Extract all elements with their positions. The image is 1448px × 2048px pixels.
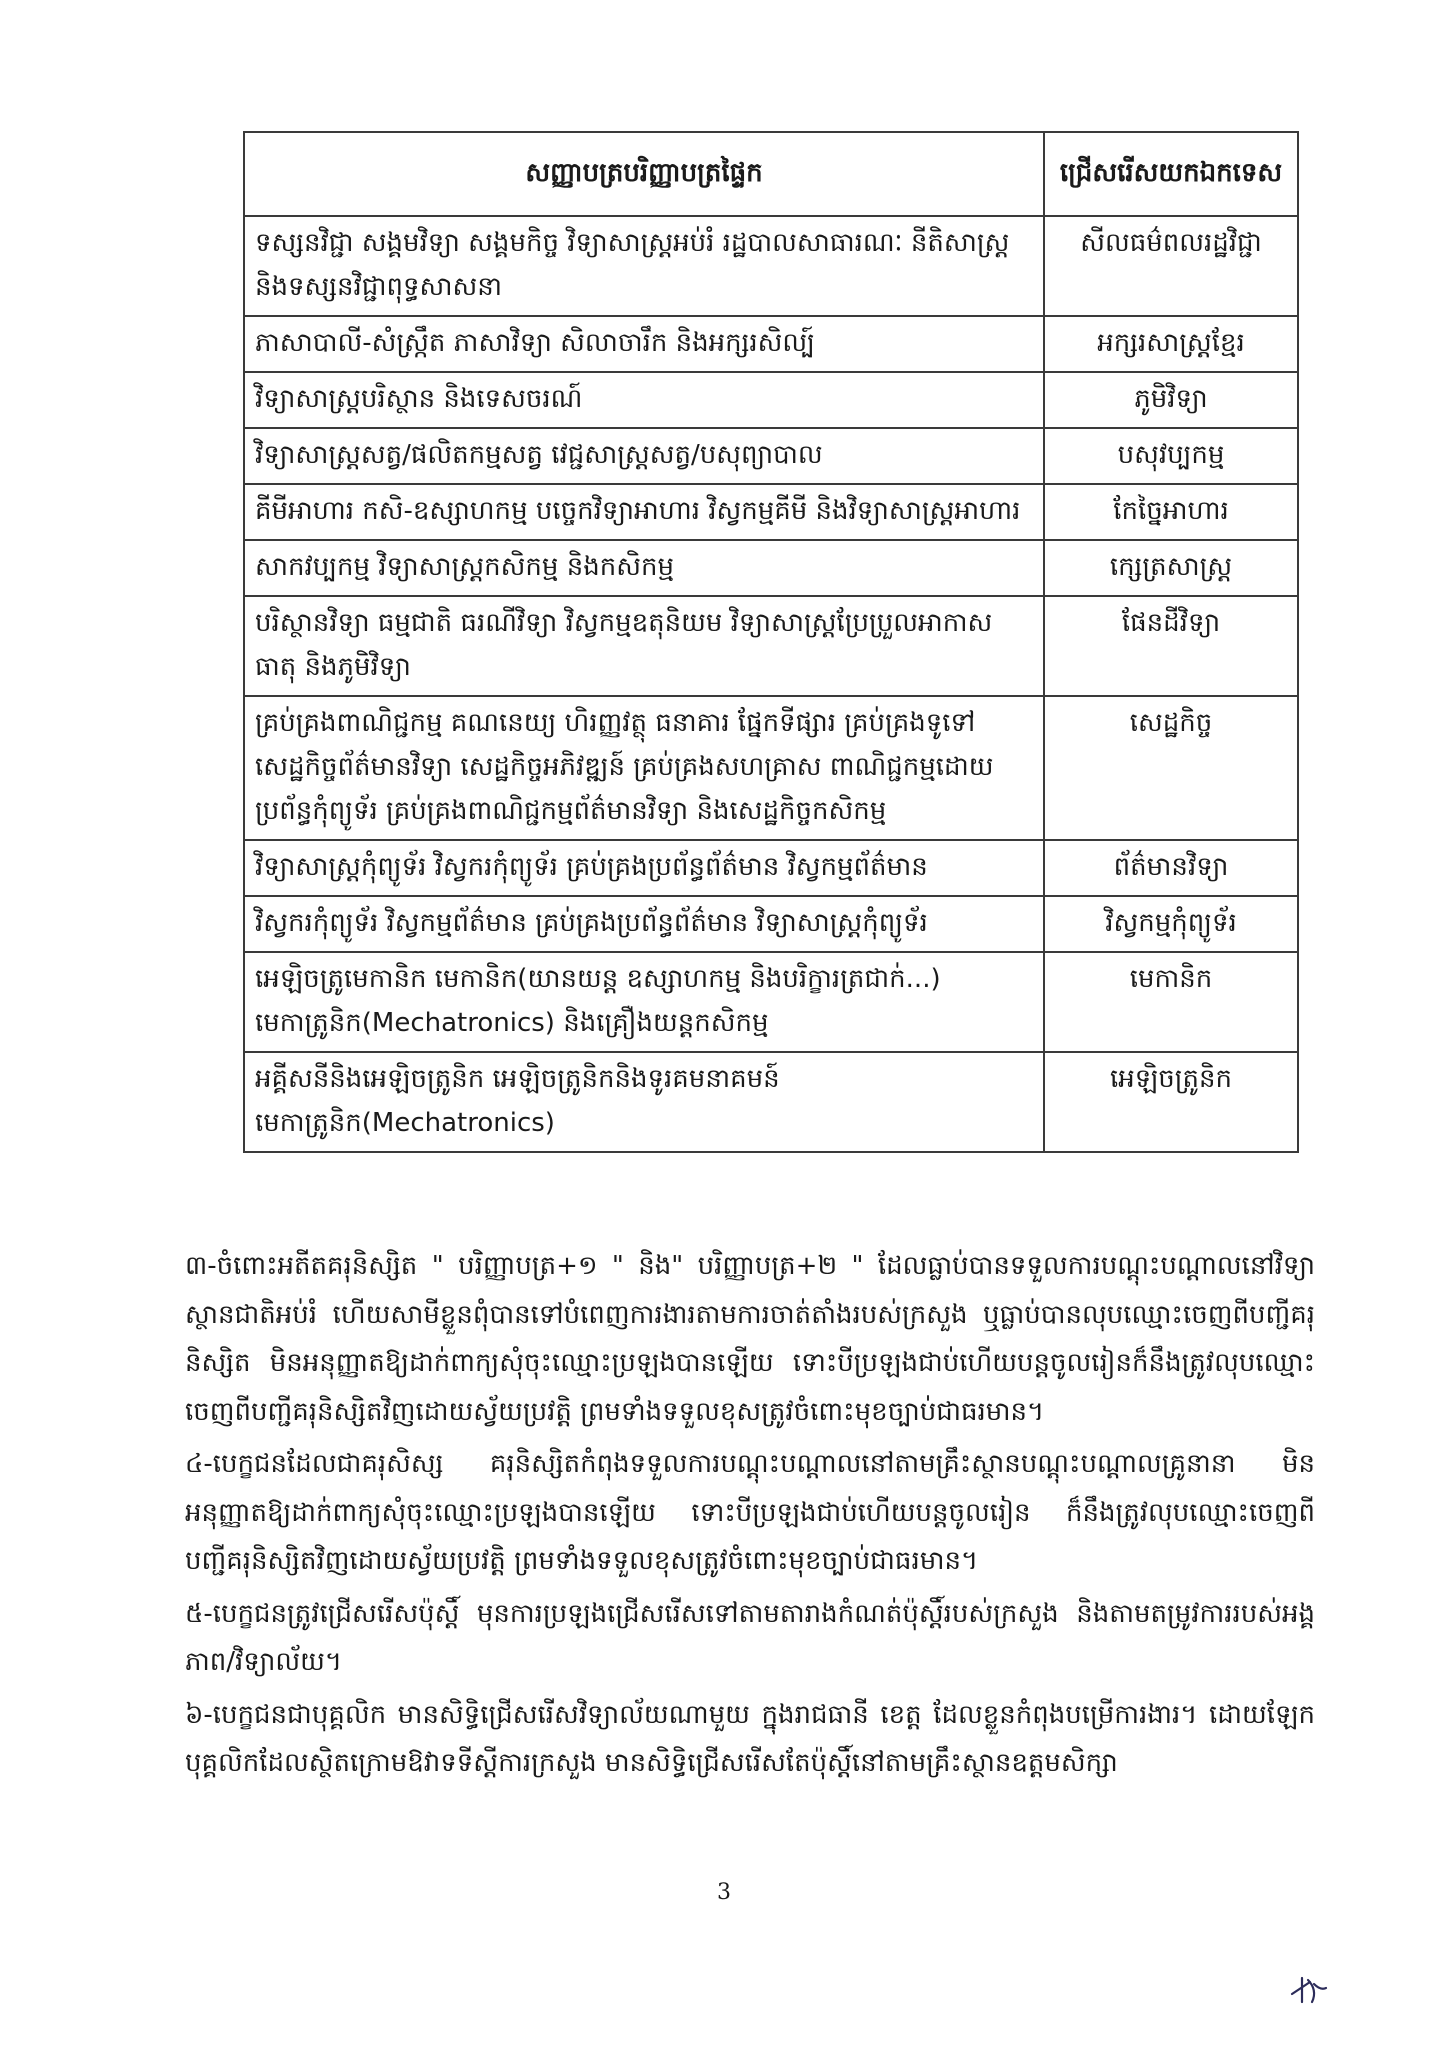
table-body [244,216,1298,1152]
body-text [185,1242,1315,1792]
paragraph-5: ៥-បេក្ខជនត្រូវជ្រើសរើសប៉ុស្តិ៍ មុនការប្រឡងជ្រើសរើសទៅតាមតារាងកំណត់ប៉ុស្តិ៍របស់ក្រសួង និងតាមតម្រូវការរបស់អង្គភាព/វិទ្យាល័យ។ [185,1598,1315,1677]
degree-fields-cell: វិទ្យាសាស្ត្រសត្វ/ផលិតកម្មសត្វ វេជ្ជសាស្ត្រសត្វ/បសុព្យាបាល [244,428,1044,484]
table-row [244,696,1298,840]
degree-fields-cell: វិស្វករកុំព្យូទ័រ វិស្វកម្មព័ត៌មាន គ្រប់គ្រងប្រព័ន្ធព័ត៌មាន វិទ្យាសាស្ត្រកុំព្យូទ័រ [244,896,1044,952]
degree-fields-cell: គ្រប់គ្រងពាណិជ្ជកម្ម គណនេយ្យ ហិរញ្ញវត្ថុ ធនាគារ ផ្នែកទីផ្សារ គ្រប់គ្រងទូទៅ សេដ្ឋកិច្ចព័ត៌មានវិទ្យា សេដ្ឋកិច្ចអភិវឌ្ឍន៍ គ្រប់គ្រងសហគ្រាស ពាណិជ្ជកម្មដោយប្រព័ន្ធកុំព្យូទ័រ គ្រប់គ្រងពាណិជ្ជកម្មព័ត៌មានវិទ្យា និងសេដ្ឋកិច្ចកសិកម្ម [244,696,1044,840]
degree-fields-cell: សាកវប្បកម្ម វិទ្យាសាស្ត្រកសិកម្ម និងកសិកម្ម [244,540,1044,596]
selected-major-cell: សេដ្ឋកិច្ច [1044,696,1298,840]
paragraph-4: ៤-បេក្ខជនដែលជាគរុសិស្ស គរុនិស្សិតកំពុងទទួលការបណ្ដុះបណ្ដាលនៅតាមគ្រឹះស្ថានបណ្ដុះបណ្ដាលគ្រូនានា មិនអនុញ្ញាតឱ្យដាក់ពាក្យសុំចុះឈ្មោះប្រឡងបានឡើយ ទោះបីប្រឡងជាប់ហើយបន្តចូលរៀន ក៏នឹងត្រូវលុបឈ្មោះចេញពីបញ្ជីគរុនិស្សិតវិញដោយស្វ័យប្រវត្តិ ព្រមទាំងទទួលខុសត្រូវចំពោះមុខច្បាប់ជាធរមាន។ [185,1449,1315,1576]
degree-fields-cell: វិទ្យាសាស្ត្រកុំព្យូទ័រ វិស្វករកុំព្យូទ័រ គ្រប់គ្រងប្រព័ន្ធព័ត៌មាន វិស្វកម្មព័ត៌មាន [244,840,1044,896]
selected-major-cell: ព័ត៌មានវិទ្យា [1044,840,1298,896]
degree-fields-cell: ទស្សនវិជ្ជា សង្គមវិទ្យា សង្គមកិច្ច វិទ្យាសាស្ត្រអប់រំ រដ្ឋបាលសាធារណៈ នីតិសាស្ត្រ និងទស្សនវិជ្ជាពុទ្ធសាសនា [244,216,1044,316]
paragraph-3: ៣-ចំពោះអតីតគរុនិស្សិត " បរិញ្ញាបត្រ+១ " និង" បរិញ្ញាបត្រ+២ " ដែលធ្លាប់បានទទួលការបណ្ដុះបណ្ដាលនៅវិទ្យាស្ថានជាតិអប់រំ ហើយសាមីខ្លួនពុំបានទៅបំពេញការងារតាមការចាត់តាំងរបស់ក្រសួង ឬធ្លាប់បានលុបឈ្មោះចេញពីបញ្ជីគរុនិស្សិត មិនអនុញ្ញាតឱ្យដាក់ពាក្យសុំចុះឈ្មោះប្រឡងបានឡើយ ទោះបីប្រឡងជាប់ហើយបន្តចូលរៀនក៏នឹងត្រូវលុបឈ្មោះចេញពីបញ្ជីគរុនិស្សិតវិញដោយស្វ័យប្រវត្តិ ព្រមទាំងទទួលខុសត្រូវចំពោះមុខច្បាប់ជាធរមាន។ [185,1251,1315,1427]
selected-major-cell: អក្សរសាស្ត្រខ្មែរ [1044,316,1298,372]
selected-major-cell: វិស្វកម្មកុំព្យូទ័រ [1044,896,1298,952]
table-row [244,952,1298,1052]
degree-fields-cell: គីមីអាហារ កសិ-ឧស្សាហកម្ម បច្ចេកវិទ្យាអាហារ វិស្វកម្មគីមី និងវិទ្យាសាស្ត្រអាហារ [244,484,1044,540]
table-row [244,216,1298,316]
header-selected-major: ជ្រើសរើសយកឯកទេស [1044,132,1298,216]
table-header-row [244,132,1298,216]
table-row [244,428,1298,484]
selected-major-cell: មេកានិក [1044,952,1298,1052]
degree-fields-cell: អេឡិចត្រូមេកានិក មេកានិក(យានយន្ត ឧស្សាហកម្ម និងបរិក្ខារត្រជាក់...) មេកាត្រូនិក(Mechatronics) និងគ្រឿងយន្តកសិកម្ម [244,952,1044,1052]
selected-major-cell: ផែនដីវិទ្យា [1044,596,1298,696]
selected-major-cell: បសុវប្បកម្ម [1044,428,1298,484]
selected-major-cell: អេឡិចត្រូនិក [1044,1052,1298,1152]
table-row [244,840,1298,896]
paragraph-6: ៦-បេក្ខជនជាបុគ្គលិក មានសិទ្ធិជ្រើសរើសវិទ្យាល័យណាមួយ ក្នុងរាជធានី ខេត្ត ដែលខ្លួនកំពុងបម្រើការងារ។ ដោយឡែកបុគ្គលិកដែលស្ថិតក្រោមឱវាទទីស្ដីការក្រសួង មានសិទ្ធិជ្រើសរើសតែប៉ុស្តិ៍នៅតាមគ្រឹះស្ថានឧត្តមសិក្សា [185,1699,1315,1778]
page-number: 3 [717,1880,731,1905]
table-row [244,540,1298,596]
selected-major-cell: សីលធម៌ពលរដ្ឋវិជ្ជា [1044,216,1298,316]
selected-major-cell: ភូមិវិទ្យា [1044,372,1298,428]
table-row [244,316,1298,372]
table-row [244,484,1298,540]
degree-fields-cell: ភាសាបាលី-សំស្ក្រឹត ភាសាវិទ្យា សិលាចារឹក និងអក្សរសិល្ប៍ [244,316,1044,372]
table-row [244,372,1298,428]
table-row [244,1052,1298,1152]
table-row [244,896,1298,952]
degree-fields-cell: វិទ្យាសាស្ត្របរិស្ថាន និងទេសចរណ៍ [244,372,1044,428]
header-degree-fields: សញ្ញាបត្របរិញ្ញាបត្រផ្ទៃក [244,132,1044,216]
degree-major-table [243,131,1299,1153]
degree-fields-cell: អគ្គីសនីនិងអេឡិចត្រូនិក អេឡិចត្រូនិកនិងទូរគមនាគមន៍ មេកាត្រូនិក(Mechatronics) [244,1052,1044,1152]
selected-major-cell: ក្សេត្រសាស្ត្រ [1044,540,1298,596]
handwritten-initials [1288,1972,1328,2006]
selected-major-cell: កែច្នៃអាហារ [1044,484,1298,540]
table-row [244,596,1298,696]
degree-fields-cell: បរិស្ថានវិទ្យា ធម្មជាតិ ធរណីវិទ្យា វិស្វកម្មឧតុនិយម វិទ្យាសាស្ត្រប្រែប្រួលអាកាសធាតុ និងភូមិវិទ្យា [244,596,1044,696]
